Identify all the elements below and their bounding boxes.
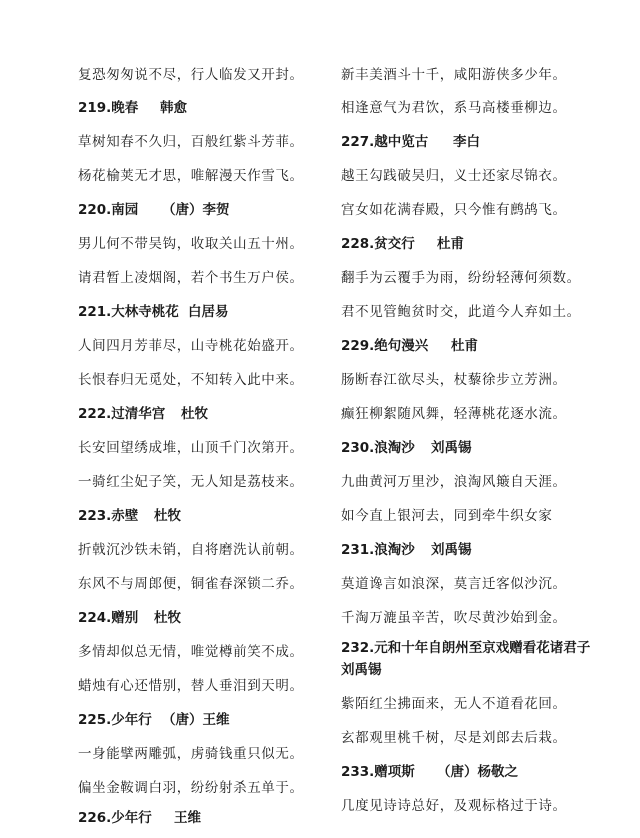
poem-title xyxy=(78,809,340,827)
verse-line: 请君暂上凌烟阁，若个书生万户侯。 xyxy=(78,270,304,286)
verse-line: 长恨春归无觅处，不知转入此中来。 xyxy=(78,372,304,388)
poem-title xyxy=(341,133,631,151)
verse-line: 紫陌红尘拂面来，无人不道看花回。 xyxy=(341,696,567,712)
poem-author: 王维 xyxy=(174,810,201,826)
poem-title xyxy=(341,235,631,253)
poem-title xyxy=(78,711,340,729)
verse-line: 人间四月芳菲尽，山寺桃花始盛开。 xyxy=(78,338,304,354)
poem-author: 李白 xyxy=(453,134,480,150)
verse-line: 翻手为云覆手为雨，纷纷轻薄何须数。 xyxy=(341,270,581,286)
poem-title xyxy=(341,439,631,457)
poem-author: 杜牧 xyxy=(181,406,208,422)
poem-title-text: 229.绝句漫兴 xyxy=(341,338,429,354)
poem-title xyxy=(78,405,340,423)
verse-line: 相逢意气为君饮，系马高楼垂柳边。 xyxy=(341,100,567,116)
verse-line: 肠断春江欲尽头，杖藜徐步立芳洲。 xyxy=(341,372,567,388)
poem-title-text: 230.浪淘沙 xyxy=(341,440,415,456)
verse-line: 东风不与周郎便，铜雀春深锁二乔。 xyxy=(78,576,304,592)
poem-author: （唐）李贺 xyxy=(162,202,230,218)
verse-line: 草树知春不久归，百般红紫斗芳菲。 xyxy=(78,134,304,150)
verse-line: 如今直上银河去，同到牵牛织女家 xyxy=(341,508,553,524)
poem-title xyxy=(341,763,631,781)
poem-title-text: 226.少年行 xyxy=(78,810,152,826)
poem-author: 刘禹锡 xyxy=(431,542,472,558)
verse-line: 莫道谗言如浪深，莫言迁客似沙沉。 xyxy=(341,576,567,592)
poem-author: 杜甫 xyxy=(451,338,478,354)
poem-title-text: 224.赠别 xyxy=(78,610,139,626)
poem-title-text: 222.过清华宫 xyxy=(78,406,166,422)
verse-line: 一身能擘两雕弧，虏骑钱重只似无。 xyxy=(78,746,304,762)
verse-line: 偏坐金鞍调白羽，纷纷射杀五单于。 xyxy=(78,780,304,796)
poem-title-text: 231.浪淘沙 xyxy=(341,542,415,558)
verse-line: 多情却似总无情，唯觉樽前笑不成。 xyxy=(78,644,304,660)
poem-title-text: 225.少年行 xyxy=(78,712,152,728)
verse-line: 蜡烛有心还惜别，替人垂泪到天明。 xyxy=(78,678,304,694)
poem-title xyxy=(341,337,631,355)
poem-title xyxy=(78,507,340,525)
poem-title-text: 227.越中览古 xyxy=(341,134,429,150)
verse-line: 君不见管鲍贫时交，此道今人弃如土。 xyxy=(341,304,581,320)
poem-title-text: 219.晚春 xyxy=(78,100,139,116)
verse-line: 千淘万漉虽辛苦，吹尽黄沙始到金。 xyxy=(341,610,567,626)
poem-author: （唐）杨敬之 xyxy=(437,764,518,780)
verse-line: 折戟沉沙铁未销，自将磨洗认前朝。 xyxy=(78,542,304,558)
poem-author: 刘禹锡 xyxy=(431,440,472,456)
poem-title-text: 221.大林寺桃花 xyxy=(78,304,179,320)
poem-title xyxy=(341,541,631,559)
verse-line: 复恐匆匆说不尽，行人临发又开封。 xyxy=(78,67,304,83)
verse-line: 越王勾践破吴归，义士还家尽锦衣。 xyxy=(341,168,567,184)
verse-line: 男儿何不带吴钩，收取关山五十州。 xyxy=(78,236,304,252)
poem-title-text: 220.南园 xyxy=(78,202,139,218)
poem-author: 刘禹锡 xyxy=(341,662,382,678)
verse-line: 一骑红尘妃子笑，无人知是荔枝来。 xyxy=(78,474,304,490)
poem-author: 杜牧 xyxy=(154,610,181,626)
poem-title xyxy=(78,609,340,627)
verse-line: 九曲黄河万里沙，浪淘风簸自天涯。 xyxy=(341,474,567,490)
poem-author: 白居易 xyxy=(188,304,229,320)
poem-title-text: 233.赠项斯 xyxy=(341,764,415,780)
verse-line: 宫女如花满春殿，只今惟有鹧鸪飞。 xyxy=(341,202,567,218)
poem-author: 杜甫 xyxy=(437,236,464,252)
verse-line: 玄都观里桃千树，尽是刘郎去后栽。 xyxy=(341,730,567,746)
verse-line: 癫狂柳絮随风舞，轻薄桃花逐水流。 xyxy=(341,406,567,422)
poem-author-line xyxy=(341,661,631,679)
poem-title xyxy=(78,201,340,219)
poem-author: 韩愈 xyxy=(160,100,187,116)
poem-author: （唐）王维 xyxy=(162,712,230,728)
verse-line: 几度见诗诗总好，及观标格过于诗。 xyxy=(341,798,567,814)
verse-line: 长安回望绣成堆，山顶千门次第开。 xyxy=(78,440,304,456)
poem-title xyxy=(341,639,631,657)
poem-author: 杜牧 xyxy=(154,508,181,524)
poem-title xyxy=(78,303,340,321)
poem-title-text: 223.赤壁 xyxy=(78,508,139,524)
poem-title-text: 228.贫交行 xyxy=(341,236,415,252)
poem-title xyxy=(78,99,340,117)
poem-title-text: 232.元和十年自朗州至京戏赠看花诸君子 xyxy=(341,640,591,656)
verse-line: 杨花榆荚无才思，唯解漫天作雪飞。 xyxy=(78,168,304,184)
verse-line: 新丰美酒斗十千，咸阳游侠多少年。 xyxy=(341,67,567,83)
